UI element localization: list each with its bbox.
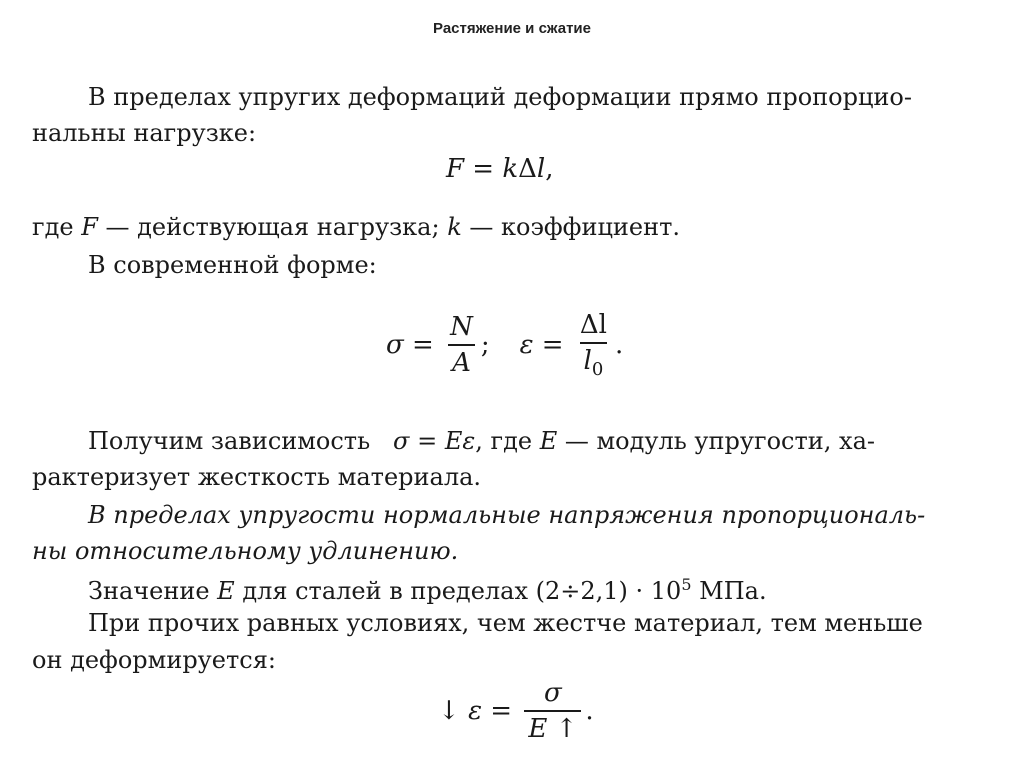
- para4-eq: =: [409, 427, 445, 455]
- formula-stiffness: [438, 678, 594, 744]
- equals-sign: =: [464, 154, 503, 184]
- para5-line2: ны относительному удлинению.: [32, 537, 459, 565]
- var-sigma-inline: σ: [393, 427, 410, 455]
- semicolon: ;: [480, 330, 490, 361]
- para1-line2: нальны нагрузке:: [32, 119, 257, 147]
- para6-pre: Значение: [88, 577, 218, 605]
- para7-line1: При прочих равных условиях, чем жестче материал, тем меньше: [88, 609, 923, 637]
- arrow-up-icon: ↑: [547, 714, 578, 744]
- var-E-steel: E: [217, 577, 235, 605]
- para2-mid: — действующая нагрузка;: [97, 213, 448, 241]
- denominator-E-up: [524, 710, 581, 744]
- numerator-N: N: [450, 312, 473, 343]
- para5-line1: В пределах упругости нормальные напряжения пропорциональ-: [88, 501, 926, 529]
- formula-hooke: [446, 154, 554, 184]
- equals-sign-3: =: [482, 696, 521, 726]
- para6-post: МПа.: [691, 577, 767, 605]
- denominator-A: A: [448, 344, 475, 378]
- exponent-5: 5: [681, 575, 692, 594]
- equals-sign-2: =: [533, 330, 572, 361]
- para2-definition: [32, 212, 680, 242]
- equals-sign-1: =: [403, 330, 443, 361]
- fraction-sigma-over-E: [524, 678, 581, 744]
- var-l0: l: [583, 346, 592, 376]
- arrow-down-icon: ↓: [438, 696, 469, 726]
- subscript-0: 0: [591, 359, 604, 381]
- para6-line: [88, 570, 767, 606]
- var-k-inline: k: [447, 213, 462, 241]
- var-epsilon: ε: [519, 330, 534, 361]
- para3-line: В современной форме:: [88, 251, 377, 279]
- var-eps-inline: ε: [462, 427, 476, 455]
- delta-symbol: Δ: [518, 154, 537, 184]
- denominator-l0: [580, 342, 608, 380]
- para4-post: — модуль упругости, ха-: [557, 427, 875, 455]
- period-3: .: [585, 696, 594, 726]
- var-sigma: σ: [386, 330, 404, 361]
- fraction-N-over-A: [446, 312, 477, 378]
- para2-post: — коэффициент.: [461, 213, 680, 241]
- para6-mid: для сталей в пределах (2÷2,1) · 10: [234, 577, 682, 605]
- var-k: k: [502, 154, 519, 184]
- var-E2-inline: E: [539, 427, 558, 455]
- para1-line1: В пределах упругих деформаций деформации прямо пропорцио-: [88, 83, 912, 111]
- para7-line2: он деформируется:: [32, 646, 276, 674]
- para4-line1: [88, 426, 875, 456]
- numerator-sigma: σ: [543, 678, 562, 708]
- slide-title: Растяжение и сжатие: [433, 20, 591, 37]
- comma: ,: [545, 154, 554, 184]
- para2-pre: где: [32, 213, 82, 241]
- numerator-delta-l: [576, 310, 611, 342]
- var-F: F: [446, 154, 465, 184]
- formula-stress-strain: [386, 310, 623, 380]
- var-l: l: [536, 154, 546, 184]
- var-epsilon-3: ε: [468, 696, 483, 726]
- delta-l: Δl: [579, 310, 607, 340]
- period: .: [614, 330, 624, 361]
- var-E-3: E: [528, 714, 548, 744]
- fraction-dl-over-l0: [576, 310, 611, 380]
- para4-mid: , где: [475, 427, 540, 455]
- para4-pre: Получим зависимость: [88, 427, 394, 455]
- var-F-inline: F: [81, 213, 98, 241]
- para4-line2: рактеризует жесткость материала.: [32, 463, 482, 491]
- var-E-inline: E: [444, 427, 463, 455]
